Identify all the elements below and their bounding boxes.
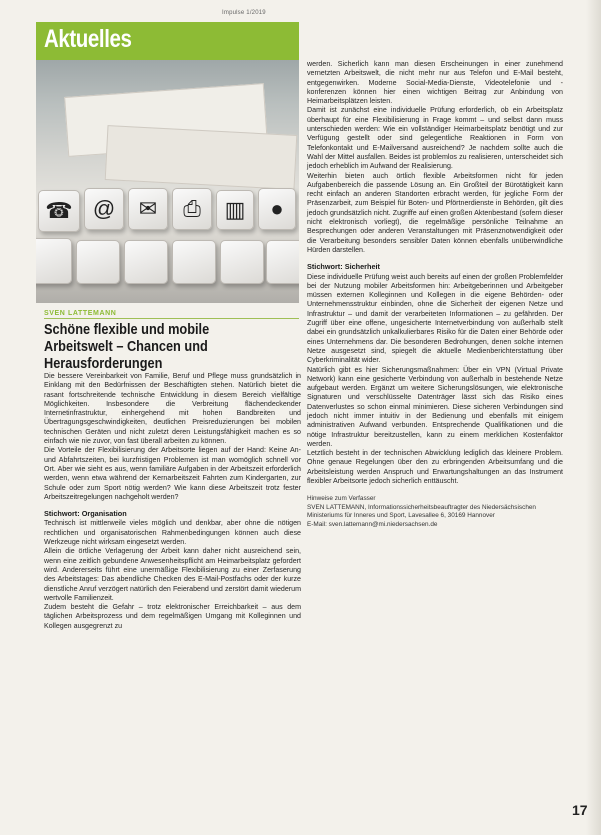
bio-title: Hinweise zum Verfasser — [307, 495, 376, 503]
paragraph: Letztlich besteht in der technischen Abwicklung lediglich das kleinere Problem. Ohne genaue Regelungen über den zu erbringenden Arbeitsumfang und die Arbeitsleistung werden Anspruch und Erwartungshaltungen an das Instrument flexibler Arbeitsorte jedoch sicherlich enttäuscht. — [307, 449, 563, 486]
blank-cube — [266, 240, 299, 284]
subheading: Stichwort: Sicherheit — [307, 262, 380, 272]
subheading: Stichwort: Organisation — [44, 509, 127, 519]
paragraph: Allein die örtliche Verlagerung der Arbeit kann daher nicht ausreichend sein, wenn eine zeitlich gebundene Anwesenheitspflicht am Heimarbeitsplatz gefordert wird. Andererseits führt eine unermäßige Flexibilisierung zu einer Zerfaserung des Arbeitstages: Das abendliche Checken des E-Mail-Postfachs oder der kurze dienstliche Anruf verzögert natürlich den Feierabend und zerstört damit wiederum wertvolle Familienzeit. — [44, 547, 301, 602]
paragraph: Technisch ist mittlerweile vieles möglich und denkbar, aber ohne die nötigen rechtlichen und organisatorischen Rahmenbedingungen können auch diese Werkzeuge nicht wirksam eingesetzt werden. — [44, 519, 301, 547]
accent-rule — [44, 318, 299, 319]
blank-cube — [76, 240, 120, 284]
speech-bubble-icon: ● — [258, 188, 296, 230]
newspaper-stack — [105, 125, 298, 190]
phone-icon: ☎ — [38, 190, 80, 232]
blank-cube — [172, 240, 216, 284]
article-photo — [36, 60, 299, 303]
blank-cube — [124, 240, 168, 284]
paragraph: Die bessere Vereinbarkeit von Familie, Beruf und Pflege muss grundsätzlich in Einklang mit den Bedürfnissen der Beschäftigten stehen. Natürlich bietet die rasant fortschreitende technische Entwicklung in diesem Bereich vielfältige Möglichkeiten. Insbesondere die Verbreitung flächendeckender Internetinfrastruktur, einhergehend mit hohen Bandbreiten und Übertragungsgeschwindigkeiten, deutlichen Preisreduzierungen bei mobilen technischen Geräten und nicht zuletzt deren Leistungsfähigkeit machen es so einfach wie nie zuvor, von fast überall arbeiten zu können. — [44, 372, 301, 446]
article-headline: Schöne flexible und mobile Arbeitswelt – Chancen und Herausforderungen — [44, 322, 210, 372]
paragraph: Die Vorteile der Flexibilisierung der Arbeitsorte liegen auf der Hand: Keine An- und Abfahrtszeiten, bei kurzfristigen Problemen ist man womöglich schnell vor Ort. Aber wie sieht es aus, wenn familiäre Aufgaben in der Arbeitszeit erforderlich werden, wenn etwa während der Kernarbeitszeit Fahrten zum Kindergarten, zur Schule oder zum Sport nötig werden? Wie kann diese Arbeitszeit trotz fester Arbeitszeitregelungen nachgeholt werden? — [44, 446, 301, 501]
paragraph: Damit ist zunächst eine individuelle Prüfung erforderlich, ob ein Arbeitsplatz überhaupt für eine Flexibilisierung in Frage kommt – und selbst dann muss unterschieden werden: Wie ein vollständiger Heimarbeitsplatz benötigt und zur Verfügung gestellt oder sind gelegentliche Reaktionen in Form von Telefonkontakt und E-Mailversand ausreichend? Je nachdem sollte auch die Wahl der Mittel ausfallen. Beides ist problemlos zu realisieren, unterscheidet sich jedoch erheblich im Aufwand der Realisierung. — [307, 106, 563, 171]
mobile-phone-icon: ▥ — [216, 190, 254, 230]
bio-line: Ministeriums für Inneres und Sport, Lavesallee 6, 30169 Hannover — [307, 512, 495, 520]
paragraph: Diese individuelle Prüfung weist auch bereits auf einen der großen Problemfelder bei der Nutzung mobiler Arbeitsformen hin: Arbeitgeberinnen und Arbeitgeber müssen externen Kolleginnen und Kollegen in die eigene Behörden- oder Unternehmensstruktur einbinden, ohne die Sicherheit der eigenen Netze und Infrastruktur – und damit der verarbeiteten Informationen – zu gefährden. Der Zugriff über eine offene, ungesicherte Internetverbindung von außerhalb stellt dabei ein grundsätzlich unkalkulierbares Risiko für die Daten einer Behörde oder eines Unternehmens dar. Die besonderen Bedrohungen, denen solche internen Netze ausgesetzt sind, spiegelt die aktuelle Medienberichterstattung über Cyberkriminalität wider. — [307, 272, 563, 365]
paragraph: Weiterhin bieten auch örtlich flexible Arbeitsformen nicht für jeden Aufgabenbereich die passende Lösung an. Ein Großteil der Bürotätigkeit kann recht einfach an anderen Standorten erbracht werden, für jegliche Form der Präsenzarbeit, zum Beispiel für Boten- und Pförtnerdienste in Behörden, gilt dies jedoch grundsätzlich nicht. Zugriffe auf einen großen Aktenbestand (sofern dieser nicht elektronisch vorliegt), die regelmäßige persönliche Teilnahme an Besprechungen oder anderen Veranstaltungen mit Präsenznotwendigkeit oder die Verarbeitung besonders sensibler Daten können ebenfalls unüberwindliche Hürden darstellen. — [307, 171, 563, 254]
bio-email: E-Mail: sven.lattemann@mi.niedersachsen.de — [307, 520, 438, 528]
paragraph: werden. Sicherlich kann man diesen Erscheinungen in einer zunehmend vernetzten Arbeitswelt, die nicht mehr nur aus Telefon und E-Mail besteht, entgegenwirken. Moderne Social-Media-Dienste, Videotelefonie und -konferenzen können hier einen wichtigen Beitrag zur Anbindung von Heimarbeitsplätzen leisten. — [307, 60, 563, 106]
fax-icon: ⎙ — [172, 188, 212, 230]
blank-cube — [36, 238, 72, 284]
author-name: SVEN LATTEMANN — [44, 310, 117, 317]
running-head: Impulse 1/2019 — [222, 10, 266, 16]
envelope-icon: ✉ — [128, 188, 168, 230]
paragraph: Natürlich gibt es hier Sicherungsmaßnahmen: Über ein VPN (Virtual Private Network) kann eine gesicherte Verbindung von außerhalb in bestehende Netze aufgebaut werden. Ergänzt um weitere Sicherungslösungen, wie elektronische Signaturen und verschlüsselte Datenträger lässt sich das Risiko eines Datenverlustes so schon einmal minimieren. Diese sicheren Verbindungen sind jedoch nicht immer intuitiv in der Bedienung und ebenfalls mit einigem administrativen Aufwand verbunden. Entsprechende Qualifikationen und die nötige Infrastruktur bereitzustellen, kann zu einem merklichen Kostenfaktor werden. — [307, 365, 563, 448]
page-gutter — [586, 0, 601, 835]
page-number: 17 — [572, 802, 588, 818]
author-bio — [307, 495, 563, 529]
bio-line: SVEN LATTEMANN, Informationssicherheitsbeauftragter des Niedersächsischen — [307, 503, 536, 511]
blank-cube — [220, 240, 264, 284]
left-column — [44, 372, 301, 631]
at-sign-icon: @ — [84, 188, 124, 230]
paragraph: Zudem besteht die Gefahr – trotz elektronischer Erreichbarkeit – aus dem täglichen Arbeitsprozess und dem regelmäßigen Umgang mit Kolleginnen und Kollegen ausgegrenzt zu — [44, 603, 301, 630]
right-column — [307, 60, 563, 529]
section-title: Aktuelles — [44, 25, 132, 53]
